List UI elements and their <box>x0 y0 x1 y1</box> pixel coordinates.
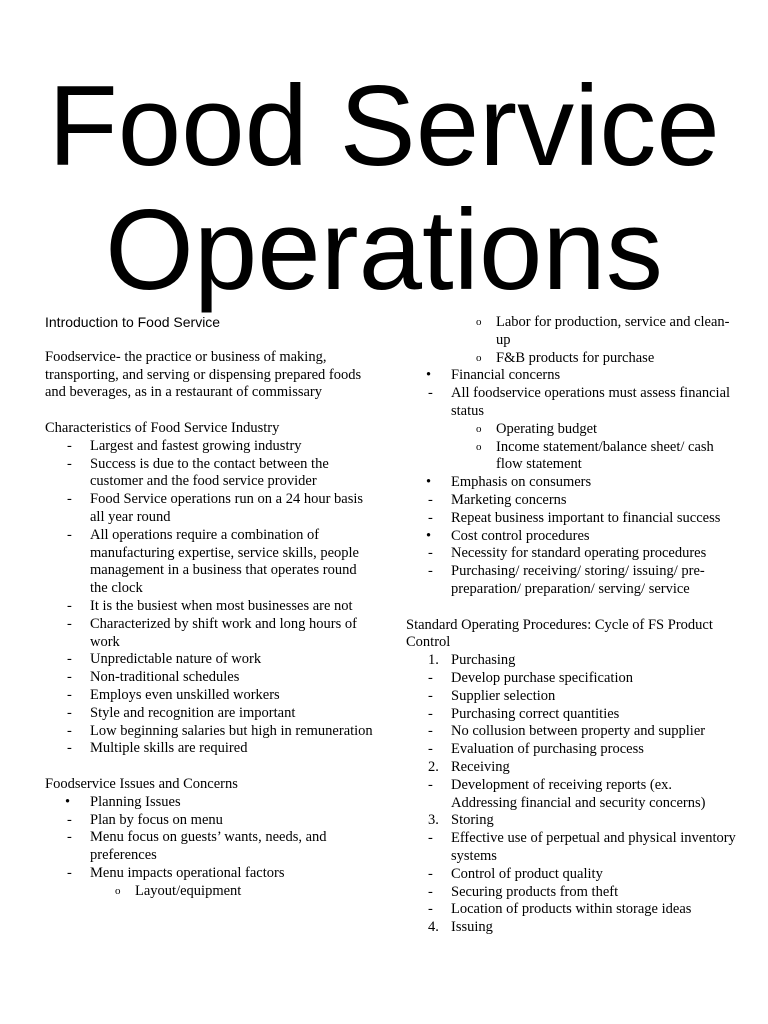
list-item-text: Storing <box>451 812 494 829</box>
list-item <box>45 723 375 741</box>
list-item <box>406 723 736 741</box>
list-item <box>45 438 375 456</box>
list-item <box>45 883 375 901</box>
list-item-text: Issuing <box>451 919 493 936</box>
list-marker: - <box>67 491 72 508</box>
list-marker: - <box>428 776 433 793</box>
list-item <box>406 474 736 492</box>
list-item <box>406 314 736 350</box>
list-item <box>45 865 375 883</box>
issues-heading: Foodservice Issues and Concerns <box>45 775 238 792</box>
page-title-line-2: Operations <box>105 187 663 314</box>
list-marker: 4. <box>428 919 439 936</box>
list-item <box>406 492 736 510</box>
list-marker: o <box>476 351 482 364</box>
list-marker: - <box>67 686 72 703</box>
list-item <box>45 705 375 723</box>
list-item-text: Plan by focus on menu <box>90 811 223 828</box>
list-marker: • <box>426 367 432 384</box>
list-item <box>45 491 375 527</box>
issues-list <box>45 794 375 901</box>
list-item <box>406 866 736 884</box>
list-item-text: Evaluation of purchasing process <box>451 741 644 758</box>
list-marker: - <box>67 615 72 632</box>
list-item-text: Low beginning salaries but high in remuneration <box>90 722 373 739</box>
list-item-text: Securing products from theft <box>451 883 619 900</box>
list-item <box>406 528 736 546</box>
list-item-text: Operating budget <box>496 420 598 437</box>
list-item-text: Employs even unskilled workers <box>90 686 280 703</box>
intro-heading: Introduction to Food Service <box>45 314 221 330</box>
list-marker: - <box>428 741 433 758</box>
list-marker: - <box>428 385 433 402</box>
list-item-text: Emphasis on consumers <box>451 474 592 491</box>
list-item <box>406 510 736 528</box>
list-item-text: F&B products for purchase <box>496 349 655 366</box>
list-item <box>406 670 736 688</box>
list-marker: 2. <box>428 758 439 775</box>
list-marker: 3. <box>428 812 439 829</box>
list-item-text: Purchasing <box>451 652 516 669</box>
list-item <box>406 688 736 706</box>
list-item-text: Success is due to the contact between the customer and the food service provider <box>90 455 329 490</box>
list-item <box>45 598 375 616</box>
list-item <box>406 350 736 368</box>
list-item <box>406 901 736 919</box>
definition-paragraph: Foodservice- the practice or business of making, transporting, and serving or dispensing prepared foods and beverages, as in a restaurant of commissary <box>45 348 362 401</box>
list-marker: - <box>67 704 72 721</box>
list-marker: - <box>428 883 433 900</box>
list-marker: - <box>428 865 433 882</box>
list-item-text: Effective use of perpetual and physical inventory systems <box>451 830 736 864</box>
list-item-text: Development of receiving reports (ex. Addressing financial and security concerns) <box>451 776 706 811</box>
list-item <box>406 563 736 599</box>
list-marker: - <box>67 740 72 757</box>
list-marker: - <box>428 723 433 740</box>
list-marker: - <box>67 651 72 668</box>
list-item <box>406 919 736 937</box>
list-item-text: Repeat business important to financial success <box>451 509 721 526</box>
list-item <box>45 651 375 669</box>
list-marker: • <box>426 527 432 544</box>
list-item-text: Largest and fastest growing industry <box>90 437 302 454</box>
list-item <box>45 812 375 830</box>
list-item <box>45 616 375 652</box>
list-marker: - <box>67 722 72 739</box>
list-item-text: Non-traditional schedules <box>90 669 240 686</box>
list-item-text: Purchasing correct quantities <box>451 705 620 722</box>
list-item-text: Supplier selection <box>451 687 556 704</box>
list-item-text: All foodservice operations must assess financial status <box>451 385 731 419</box>
list-item <box>406 385 736 421</box>
list-item-text: Income statement/balance sheet/ cash flow statement <box>496 438 714 473</box>
list-marker: - <box>67 437 72 454</box>
list-marker: - <box>67 526 72 543</box>
list-item-text: Characterized by shift work and long hours of work <box>90 615 357 650</box>
list-marker: - <box>428 687 433 704</box>
list-marker: - <box>428 563 433 580</box>
list-marker: - <box>428 901 433 918</box>
list-item-text: Food Service operations run on a 24 hour basis all year round <box>90 491 364 525</box>
list-marker: • <box>65 793 71 810</box>
list-item-text: Receiving <box>451 758 510 775</box>
list-item-text: Unpredictable nature of work <box>90 651 262 668</box>
list-item <box>45 829 375 865</box>
list-item <box>406 812 736 830</box>
list-item-text: Menu focus on guests’ wants, needs, and preferences <box>90 829 327 864</box>
list-item-text: Labor for production, service and clean-up <box>496 314 730 348</box>
list-item <box>406 777 736 813</box>
list-marker: - <box>67 829 72 846</box>
characteristics-heading: Characteristics of Food Service Industry <box>45 419 280 436</box>
list-item <box>45 687 375 705</box>
list-marker: - <box>428 545 433 562</box>
sop-heading: Standard Operating Procedures: Cycle of FS Product Control <box>406 616 713 651</box>
list-marker: - <box>67 864 72 881</box>
list-marker: - <box>67 597 72 614</box>
list-marker: - <box>428 491 433 508</box>
list-marker: - <box>428 705 433 722</box>
list-item-text: Menu impacts operational factors <box>90 864 285 881</box>
list-item-text: Develop purchase specification <box>451 669 633 686</box>
concerns-list <box>406 314 736 599</box>
sop-list <box>406 652 736 937</box>
list-item-text: All operations require a combination of manufacturing expertise, service skills, people management in a business that operates round the clock <box>90 526 359 597</box>
list-item <box>406 830 736 866</box>
list-item-text: Marketing concerns <box>451 491 567 508</box>
list-item <box>406 421 736 439</box>
right-column <box>406 314 736 937</box>
list-item <box>406 706 736 724</box>
list-item-text: Location of products within storage ideas <box>451 901 692 918</box>
characteristics-list <box>45 438 375 758</box>
list-marker: - <box>67 455 72 472</box>
list-marker: o <box>476 440 482 453</box>
list-item <box>45 527 375 598</box>
page-title-line-1: Food Service <box>48 63 720 190</box>
list-item-text: Layout/equipment <box>135 882 242 899</box>
list-item-text: Control of product quality <box>451 865 603 882</box>
list-item-text: Financial concerns <box>451 367 561 384</box>
list-item-text: Necessity for standard operating procedures <box>451 545 707 562</box>
list-marker: - <box>428 509 433 526</box>
list-item-text: Purchasing/ receiving/ storing/ issuing/ pre-preparation/ preparation/ serving/ service <box>451 563 705 597</box>
list-marker: 1. <box>428 652 439 669</box>
list-marker: • <box>426 474 432 491</box>
list-item-text: Cost control procedures <box>451 527 590 544</box>
list-item <box>45 456 375 492</box>
list-item <box>406 545 736 563</box>
list-item <box>45 794 375 812</box>
list-item <box>406 741 736 759</box>
list-item <box>45 740 375 758</box>
list-item <box>406 652 736 670</box>
left-column <box>45 314 375 901</box>
list-item <box>406 439 736 475</box>
list-marker: o <box>115 884 121 897</box>
list-item-text: Multiple skills are required <box>90 740 248 757</box>
list-item-text: Planning Issues <box>90 793 181 810</box>
list-item <box>406 884 736 902</box>
list-item <box>45 669 375 687</box>
list-item <box>406 759 736 777</box>
list-marker: - <box>428 669 433 686</box>
list-item-text: No collusion between property and supplier <box>451 723 706 740</box>
list-marker: o <box>476 422 482 435</box>
list-item-text: Style and recognition are important <box>90 704 296 721</box>
list-item-text: It is the busiest when most businesses are not <box>90 597 353 614</box>
list-item <box>406 367 736 385</box>
list-marker: - <box>67 669 72 686</box>
list-marker: - <box>428 830 433 847</box>
list-marker: - <box>67 811 72 828</box>
list-marker: o <box>476 316 482 328</box>
